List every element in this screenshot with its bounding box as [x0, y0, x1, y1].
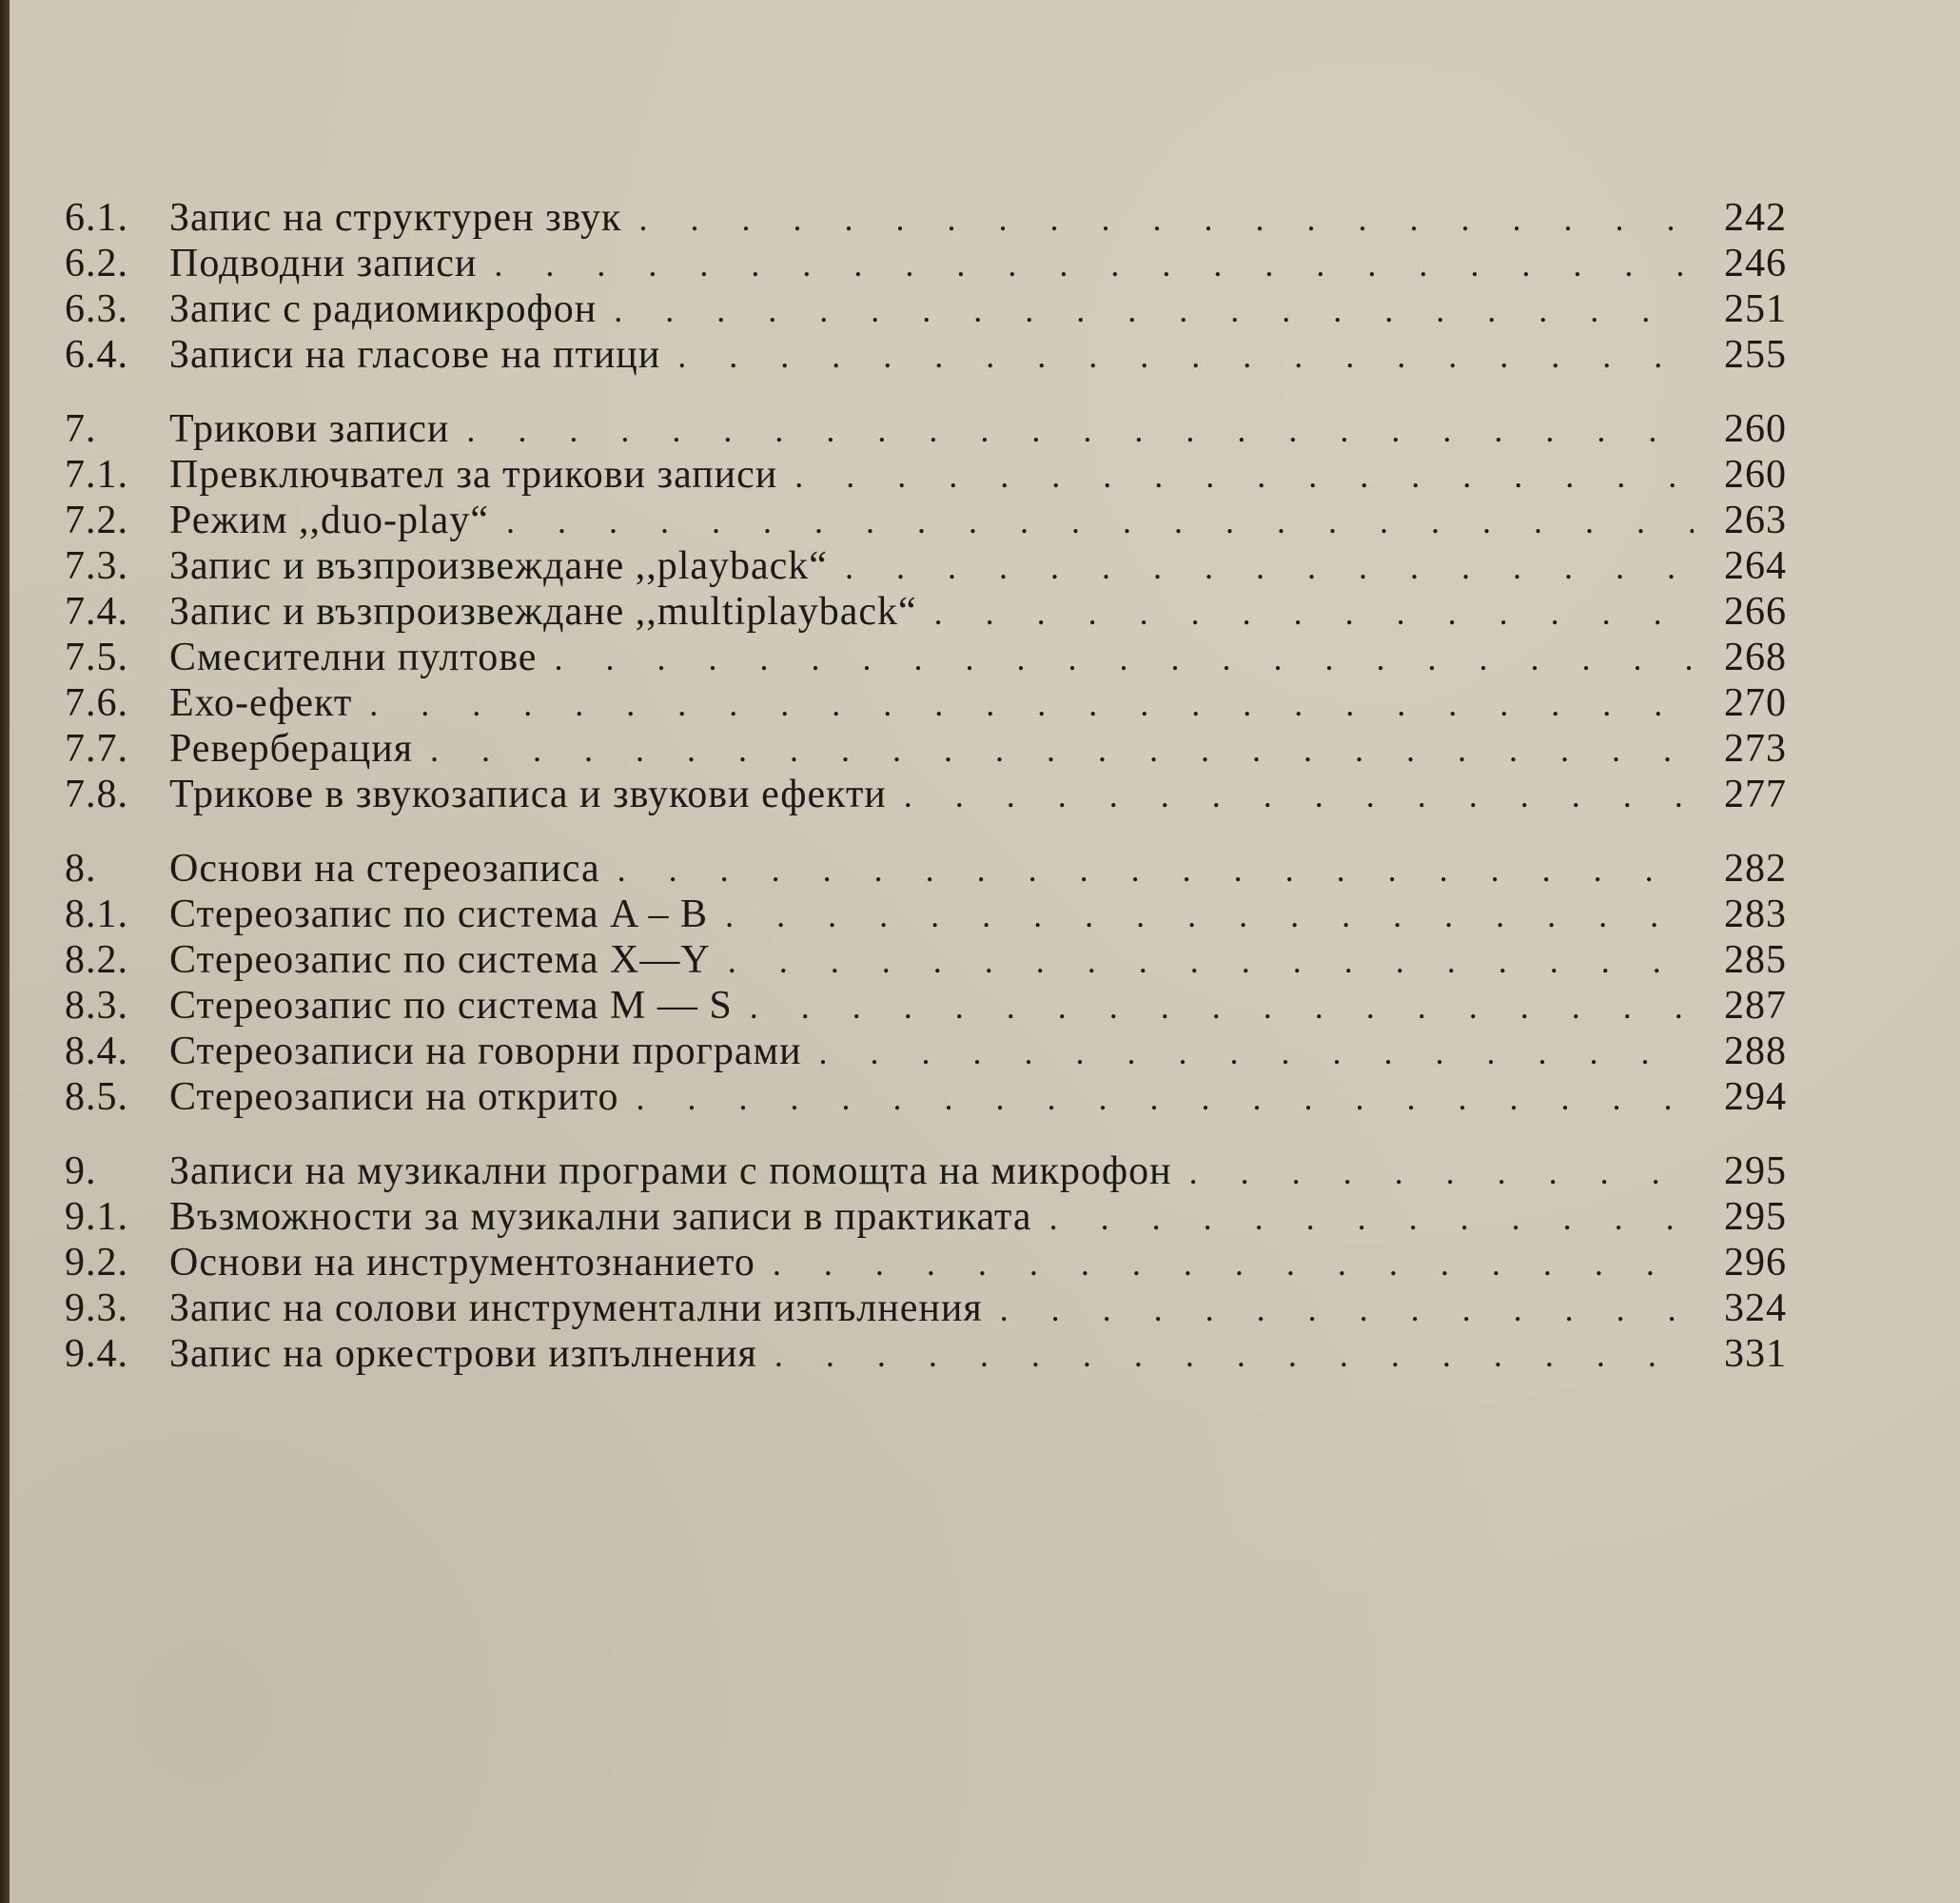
toc-entry [65, 286, 1787, 332]
toc-entry [65, 937, 1787, 983]
entry-title: Превключвател за трикови записи [169, 453, 778, 497]
entry-number: 6.4. [65, 333, 128, 377]
entry-title: Записи на музикални програми с помощта на микрофон [169, 1149, 1172, 1193]
entry-page-number: 324 [1724, 1286, 1787, 1330]
dot-leader [725, 895, 1694, 935]
entry-title: Възможности за музикални записи в практиката [169, 1195, 1032, 1239]
toc-chapter-heading [65, 406, 1787, 452]
toc-entry [65, 892, 1787, 937]
entry-page-number: 242 [1724, 196, 1787, 240]
entry-number: 8. [65, 847, 97, 891]
toc-entry [65, 1285, 1787, 1331]
entry-title: Стереозапис по система M — S [169, 984, 733, 1028]
entry-number: 6.1. [65, 196, 128, 240]
entry-number: 8.2. [65, 938, 128, 982]
entry-title: Запис на оркестрови изпълнения [169, 1332, 757, 1376]
dot-leader [794, 456, 1694, 496]
dot-leader [774, 1335, 1694, 1375]
entry-title: Запис с радиомикрофон [169, 287, 598, 331]
entry-number: 6.2. [65, 242, 128, 285]
entry-page-number: 285 [1724, 938, 1787, 982]
entry-title: Реверберация [169, 727, 414, 771]
entry-number: 7.1. [65, 453, 128, 497]
dot-leader [617, 850, 1694, 890]
entry-number: 8.4. [65, 1030, 128, 1073]
entry-title: Запис и възпроизвеждане ,,playback“ [169, 544, 828, 588]
toc-entry [65, 543, 1787, 589]
dot-leader [614, 290, 1694, 330]
entry-page-number: 251 [1724, 287, 1787, 331]
entry-page-number: 273 [1724, 727, 1787, 771]
dot-leader [636, 1078, 1694, 1118]
toc-entry [65, 498, 1787, 543]
toc-chapter-9 [65, 1148, 1787, 1377]
toc-entry [65, 983, 1787, 1029]
entry-page-number: 282 [1724, 847, 1787, 891]
entry-title: Режим ,,duo-play“ [169, 499, 489, 542]
toc-chapter-6 [65, 195, 1787, 378]
entry-title: Подводни записи [169, 242, 478, 285]
toc-chapter-heading [65, 846, 1787, 892]
dot-leader [369, 684, 1694, 724]
toc-entry [65, 772, 1787, 817]
entry-page-number: 264 [1724, 544, 1787, 588]
toc-chapter-heading [65, 1148, 1787, 1194]
entry-number: 9. [65, 1149, 97, 1193]
entry-page-number: 277 [1724, 773, 1787, 816]
entry-title: Трикови записи [169, 407, 450, 451]
entry-number: 7.6. [65, 681, 128, 725]
entry-title: Запис и възпроизвеждане ,,multiplayback“ [169, 590, 917, 634]
entry-title: Записи на гласове на птици [169, 333, 661, 377]
dot-leader [677, 336, 1694, 376]
entry-number: 7.4. [65, 590, 128, 634]
entry-title: Стереозаписи на говорни програми [169, 1030, 802, 1073]
toc-entry [65, 1194, 1787, 1240]
entry-page-number: 266 [1724, 590, 1787, 634]
toc-chapter-8 [65, 846, 1787, 1120]
entry-page-number: 246 [1724, 242, 1787, 285]
dot-leader [750, 987, 1694, 1027]
entry-page-number: 295 [1724, 1195, 1787, 1239]
entry-number: 8.5. [65, 1075, 128, 1119]
entry-number: 7. [65, 407, 97, 451]
entry-page-number: 255 [1724, 333, 1787, 377]
entry-page-number: 283 [1724, 893, 1787, 936]
entry-title: Ехо-ефект [169, 681, 353, 725]
toc-entry [65, 241, 1787, 286]
entry-title: Основи на инструментознанието [169, 1241, 755, 1285]
entry-number: 7.3. [65, 544, 128, 588]
entry-page-number: 260 [1724, 407, 1787, 451]
entry-number: 7.2. [65, 499, 128, 542]
entry-title: Запис на структурен звук [169, 196, 622, 240]
entry-page-number: 260 [1724, 453, 1787, 497]
entry-number: 8.3. [65, 984, 128, 1028]
toc-entry [65, 1240, 1787, 1285]
dot-leader [1189, 1152, 1694, 1192]
table-of-contents [65, 195, 1787, 1377]
entry-page-number: 296 [1724, 1241, 1787, 1285]
dot-leader [494, 245, 1694, 284]
entry-number: 7.7. [65, 727, 128, 771]
toc-entry [65, 1029, 1787, 1074]
entry-number: 7.5. [65, 636, 128, 679]
entry-page-number: 287 [1724, 984, 1787, 1028]
entry-title: Стереозаписи на открито [169, 1075, 619, 1119]
entry-number: 9.3. [65, 1286, 128, 1330]
entry-number: 9.4. [65, 1332, 128, 1376]
toc-entry [65, 589, 1787, 635]
dot-leader [904, 775, 1694, 815]
toc-entry [65, 635, 1787, 680]
entry-page-number: 270 [1724, 681, 1787, 725]
entry-page-number: 268 [1724, 636, 1787, 679]
toc-chapter-7 [65, 406, 1787, 817]
entry-title: Стереозапис по система A – B [169, 893, 709, 936]
dot-leader [638, 199, 1694, 239]
entry-page-number: 331 [1724, 1332, 1787, 1376]
entry-page-number: 288 [1724, 1030, 1787, 1073]
entry-title: Смесителни пултове [169, 636, 538, 679]
entry-title: Трикове в звукозаписа и звукови ефекти [169, 773, 887, 816]
dot-leader [554, 638, 1694, 678]
book-page [10, 0, 1960, 1903]
toc-entry [65, 452, 1787, 498]
entry-number: 9.2. [65, 1241, 128, 1285]
entry-title: Основи на стереозаписа [169, 847, 600, 891]
dot-leader [728, 941, 1694, 981]
entry-title: Запис на солови инструментални изпълнения [169, 1286, 983, 1330]
dot-leader [1049, 1198, 1694, 1238]
toc-entry [65, 195, 1787, 241]
entry-page-number: 263 [1724, 499, 1787, 542]
dot-leader [819, 1032, 1694, 1072]
toc-entry [65, 332, 1787, 378]
dot-leader [430, 730, 1694, 770]
dot-leader [934, 593, 1694, 633]
toc-entry [65, 1074, 1787, 1120]
toc-entry [65, 726, 1787, 772]
dot-leader [845, 547, 1694, 587]
entry-page-number: 294 [1724, 1075, 1787, 1119]
toc-entry [65, 1331, 1787, 1377]
entry-number: 9.1. [65, 1195, 128, 1239]
toc-entry [65, 680, 1787, 726]
entry-number: 7.8. [65, 773, 128, 816]
dot-leader [466, 410, 1694, 450]
dot-leader [773, 1244, 1694, 1284]
dot-leader [506, 501, 1694, 541]
dot-leader [1000, 1289, 1694, 1329]
entry-number: 6.3. [65, 287, 128, 331]
entry-title: Стереозапис по система X—Y [169, 938, 711, 982]
entry-page-number: 295 [1724, 1149, 1787, 1193]
entry-number: 8.1. [65, 893, 128, 936]
